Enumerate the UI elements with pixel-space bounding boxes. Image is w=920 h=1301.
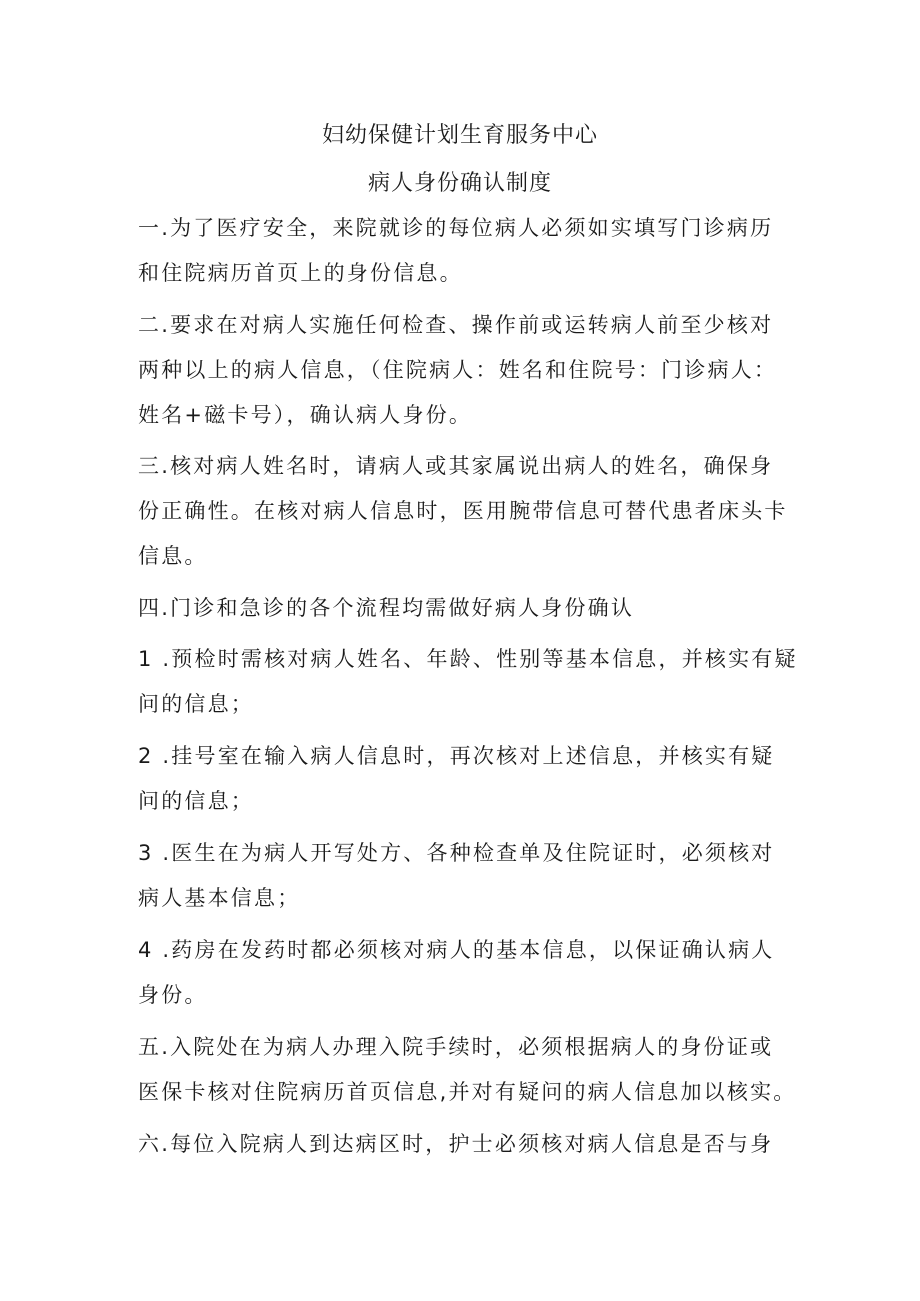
body-line: 五.入院处在为病人办理入院手续时，必须根据病人的身份证或 <box>138 1035 774 1059</box>
body-line: 身份。 <box>138 983 208 1007</box>
body-line: 姓名+磁卡号），确认病人身份。 <box>138 403 473 427</box>
body-line: 六.每位入院病人到达病区时，护士必须核对病人信息是否与身 <box>138 1132 774 1156</box>
body-line: 二.要求在对病人实施任何检查、操作前或运转病人前至少核对 <box>138 313 774 337</box>
body-line: 份正确性。在核对病人信息时，医用腕带信息可替代患者床头卡 <box>138 499 788 523</box>
body-line: 2 .挂号室在输入病人信息时，再次核对上述信息，并核实有疑 <box>138 744 775 768</box>
body-line: 4 .药房在发药时都必须核对病人的基本信息，以保证确认病人 <box>138 938 775 962</box>
body-line: 三.核对病人姓名时，请病人或其家属说出病人的姓名，确保身 <box>138 454 774 478</box>
body-line: 病人基本信息； <box>138 886 301 910</box>
body-line: 医保卡核对住院病历首页信息,并对有疑问的病人信息加以核实。 <box>138 1080 797 1104</box>
body-line: 问的信息； <box>138 692 254 716</box>
body-line: 和住院病历首页上的身份信息。 <box>138 261 463 285</box>
body-line: 四.门诊和急诊的各个流程均需做好病人身份确认 <box>138 596 635 620</box>
body-line: 两种以上的病人信息，（住院病人：姓名和住院号：门诊病人： <box>138 358 778 382</box>
body-line: 1 .预检时需核对病人姓名、年龄、性别等基本信息，并核实有疑 <box>138 647 798 671</box>
document-title: 妇幼保健计划生育服务中心 <box>321 123 598 148</box>
body-line: 一.为了医疗安全，来院就诊的每位病人必须如实填写门诊病历 <box>138 216 774 240</box>
body-line: 3 .医生在为病人开写处方、各种检查单及住院证时，必须核对 <box>138 841 775 865</box>
body-line: 信息。 <box>138 544 208 568</box>
document-subtitle: 病人身份确认制度 <box>367 171 552 196</box>
body-line: 问的信息； <box>138 789 254 813</box>
